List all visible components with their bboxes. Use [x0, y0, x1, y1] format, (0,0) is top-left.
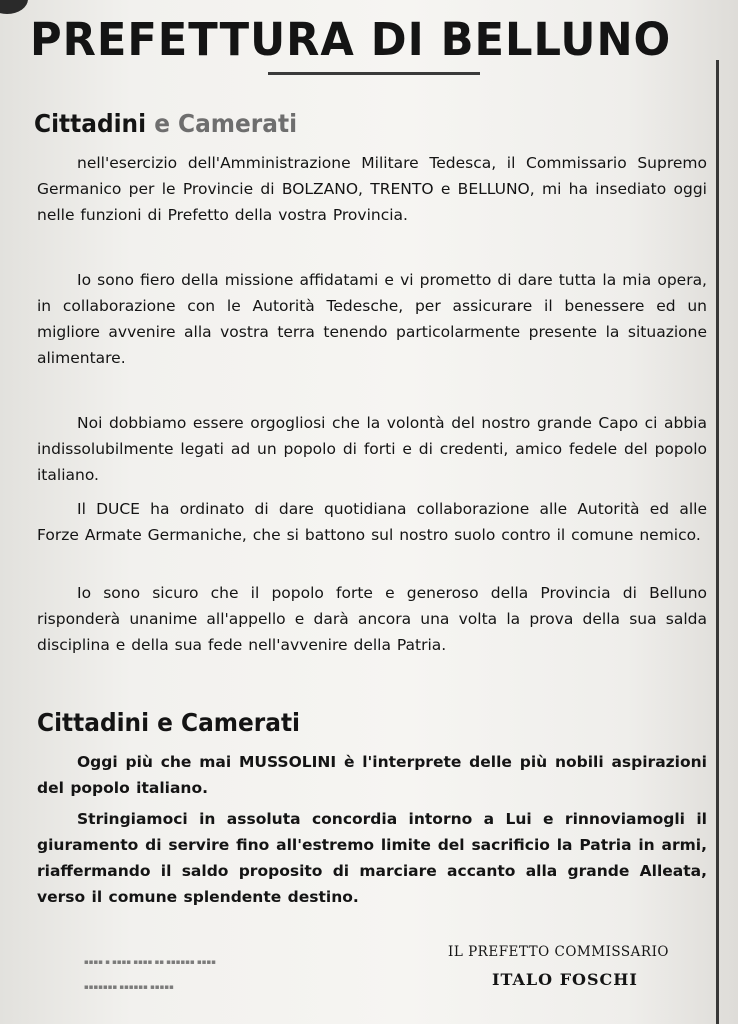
- page-title: PREFETTURA DI BELLUNO: [30, 13, 672, 66]
- paragraph-4: Il DUCE ha ordinato di dare quotidiana collaborazione alle Autorità ed alle Forze Armate Germaniche, che si battono sul nostro suolo contro il comune nemico.: [37, 500, 707, 544]
- salutation-1-word: Cittadini: [34, 109, 155, 138]
- paragraph-5: Io sono sicuro che il popolo forte e generoso della Provincia di Belluno risponderà unanime all'appello e darà ancora una volta la prova della sua salda disciplina e della sua fede nell'avvenire della Patria.: [37, 584, 707, 654]
- paragraph-1: nell'esercizio dell'Amministrazione Militare Tedesca, il Commissario Supremo Germanico per le Provincie di BOLZANO, TRENTO e BELLUNO, mi ha insediato oggi nelle funzioni di Prefetto della vostra Provincia.: [37, 154, 707, 224]
- right-edge-line: [716, 60, 719, 1024]
- printer-imprint-2: ▪▪▪▪▪▪▪ ▪▪▪▪▪▪ ▪▪▪▪▪: [84, 983, 174, 991]
- salutation-heading-1: [34, 108, 297, 140]
- salutation-1-rest: e Camerati: [154, 109, 298, 138]
- paragraph-7: Stringiamoci in assoluta concordia intorno a Lui e rinnoviamogli il giuramento di servire fino all'estremo limite del sacrificio la Patria in armi, riaffermando il saldo proposito di marciare accanto alla grande Alleata, verso il comune splendente destino.: [37, 810, 707, 906]
- title-underline: [268, 72, 480, 75]
- paragraph-3: Noi dobbiamo essere orgogliosi che la volontà del nostro grande Capo ci abbia indissolubilmente legati ad un popolo di forti e di credenti, amico fedele del popolo italiano.: [37, 414, 707, 484]
- printer-imprint: ▪▪▪▪ ▪ ▪▪▪▪ ▪▪▪▪ ▪▪ ▪▪▪▪▪▪ ▪▪▪▪: [84, 958, 216, 966]
- signature-title: IL PREFETTO COMMISSARIO: [448, 944, 669, 960]
- salutation-heading-2: Cittadini e Camerati: [37, 708, 301, 737]
- signature-name: ITALO FOSCHI: [492, 970, 638, 989]
- paragraph-2: Io sono fiero della missione affidatami e vi prometto di dare tutta la mia opera, in collaborazione con le Autorità Tedesche, per assicurare il benessere ed un migliore avvenire alla vostra terra tenendo particolarmente presente la situazione alimentare.: [37, 271, 707, 367]
- paragraph-6: Oggi più che mai MUSSOLINI è l'interprete delle più nobili aspirazioni del popolo italiano.: [37, 753, 707, 797]
